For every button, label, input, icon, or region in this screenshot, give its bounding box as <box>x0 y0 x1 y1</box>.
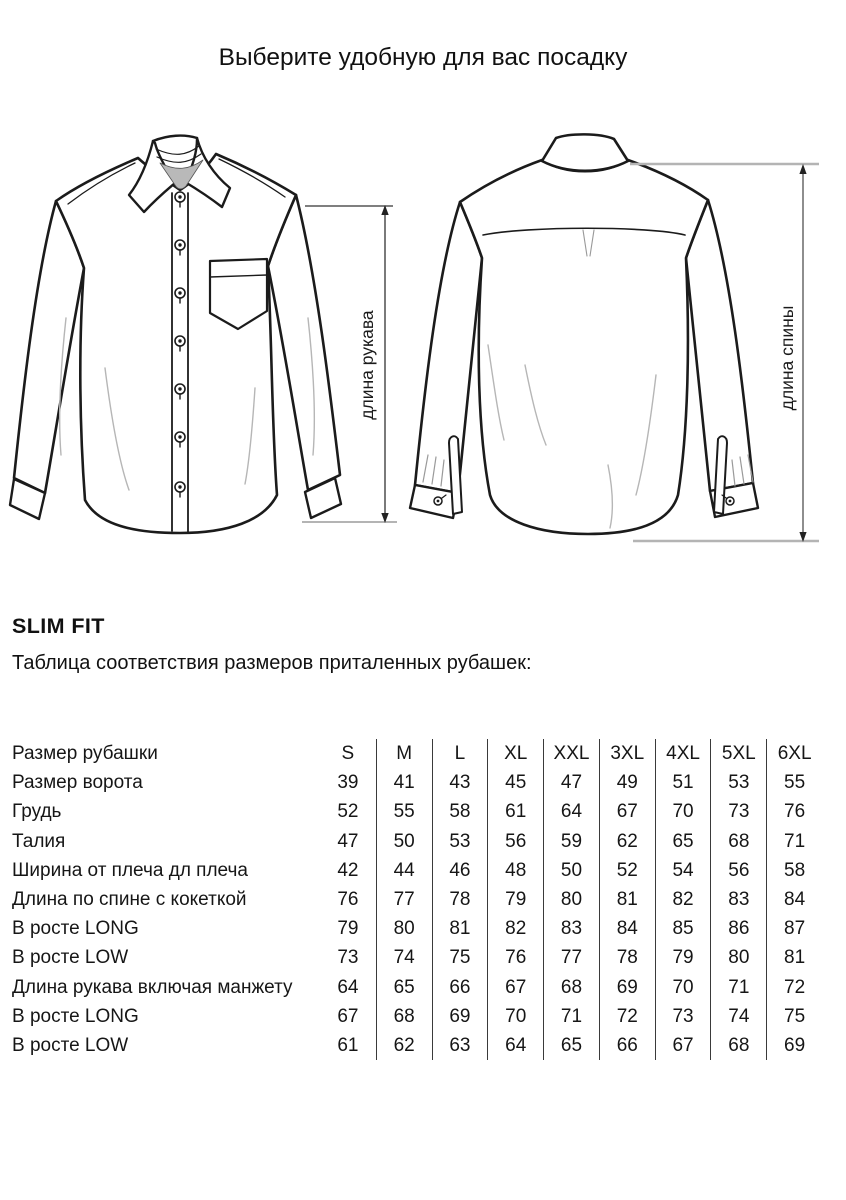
size-column-header: L <box>432 739 488 768</box>
size-value: 52 <box>599 856 655 885</box>
size-row-label: Талия <box>12 830 66 852</box>
size-table <box>12 739 822 1060</box>
size-value: 66 <box>599 1031 655 1060</box>
size-value: 49 <box>599 768 655 797</box>
size-value: 55 <box>376 797 432 826</box>
size-value: 59 <box>543 827 599 856</box>
size-row-label: Размер ворота <box>12 772 143 794</box>
sleeve-length-label: длина рукава <box>357 310 377 420</box>
size-column-header: 6XL <box>766 739 822 768</box>
size-value: 78 <box>599 943 655 972</box>
size-value: 44 <box>376 856 432 885</box>
size-value: 47 <box>337 830 359 852</box>
size-value: 79 <box>487 885 543 914</box>
size-value: 77 <box>376 885 432 914</box>
size-value: 48 <box>487 856 543 885</box>
size-value: 42 <box>337 859 359 881</box>
size-value: 79 <box>337 918 359 940</box>
size-value: 67 <box>487 973 543 1002</box>
size-value: 61 <box>337 1034 359 1056</box>
size-value: 65 <box>655 827 711 856</box>
size-value: 70 <box>487 1002 543 1031</box>
size-value: 58 <box>766 856 822 885</box>
size-value: 61 <box>487 797 543 826</box>
size-value: 82 <box>655 885 711 914</box>
size-value: 68 <box>710 1031 766 1060</box>
size-value: 80 <box>710 943 766 972</box>
page-title: Выберите удобную для вас посадку <box>218 44 628 71</box>
size-value: 58 <box>432 797 488 826</box>
size-value: 76 <box>487 943 543 972</box>
size-value: 52 <box>337 801 359 823</box>
size-value: 84 <box>766 885 822 914</box>
size-value: 53 <box>710 768 766 797</box>
size-value: 86 <box>710 914 766 943</box>
size-value: 83 <box>710 885 766 914</box>
size-value: 63 <box>432 1031 488 1060</box>
size-value: 67 <box>337 1005 359 1027</box>
size-row-label: В росте LONG <box>12 1005 139 1027</box>
size-value: 72 <box>599 1002 655 1031</box>
size-value: 73 <box>655 1002 711 1031</box>
size-value: 56 <box>487 827 543 856</box>
size-column-header: XXL <box>543 739 599 768</box>
size-row-label: Грудь <box>12 801 62 823</box>
fit-heading: SLIM FIT <box>12 614 105 638</box>
size-value: 76 <box>337 888 359 910</box>
size-value: 80 <box>376 914 432 943</box>
size-value: 77 <box>543 943 599 972</box>
size-value: 75 <box>766 1002 822 1031</box>
size-column-header: XL <box>487 739 543 768</box>
size-value: 68 <box>376 1002 432 1031</box>
size-value: 74 <box>376 943 432 972</box>
size-value: 45 <box>487 768 543 797</box>
size-value: 46 <box>432 856 488 885</box>
size-table-header-label: Размер рубашки <box>12 743 158 764</box>
size-value: 41 <box>376 768 432 797</box>
size-value: 71 <box>766 827 822 856</box>
size-row-label: Длина по спине с кокеткой <box>12 888 247 910</box>
size-value: 70 <box>655 797 711 826</box>
size-value: 64 <box>487 1031 543 1060</box>
size-row-label: В росте LONG <box>12 918 139 940</box>
size-value: 55 <box>766 768 822 797</box>
size-value: 69 <box>432 1002 488 1031</box>
back-length-label: длина спины <box>777 305 797 411</box>
size-column-header: 5XL <box>710 739 766 768</box>
size-column-header: 3XL <box>599 739 655 768</box>
size-value: 51 <box>655 768 711 797</box>
size-value: 72 <box>766 973 822 1002</box>
size-value: 54 <box>655 856 711 885</box>
size-value: 68 <box>710 827 766 856</box>
size-value: 65 <box>543 1031 599 1060</box>
size-value: 79 <box>655 943 711 972</box>
size-value: 73 <box>337 947 359 969</box>
size-value: 56 <box>710 856 766 885</box>
size-value: 71 <box>543 1002 599 1031</box>
size-row-label: В росте LOW <box>12 947 129 969</box>
size-value: 83 <box>543 914 599 943</box>
size-column-header: M <box>376 739 432 768</box>
size-value: 65 <box>376 973 432 1002</box>
size-value: 39 <box>337 772 359 794</box>
size-value: 73 <box>710 797 766 826</box>
size-value: 66 <box>432 973 488 1002</box>
size-value: 87 <box>766 914 822 943</box>
size-value: 84 <box>599 914 655 943</box>
size-value: 43 <box>432 768 488 797</box>
size-value: 85 <box>655 914 711 943</box>
size-value: 47 <box>543 768 599 797</box>
size-value: 62 <box>376 1031 432 1060</box>
size-value: 81 <box>766 943 822 972</box>
size-value: 62 <box>599 827 655 856</box>
size-value: 50 <box>543 856 599 885</box>
size-value: 74 <box>710 1002 766 1031</box>
size-value: 80 <box>543 885 599 914</box>
size-value: 68 <box>543 973 599 1002</box>
size-row-label: Длина рукава включая манжету <box>12 976 293 998</box>
size-value: 82 <box>487 914 543 943</box>
size-value: 69 <box>599 973 655 1002</box>
size-value: 81 <box>599 885 655 914</box>
size-row-label: В росте LOW <box>12 1034 129 1056</box>
size-value: 81 <box>432 914 488 943</box>
size-value: 75 <box>432 943 488 972</box>
size-value: 50 <box>376 827 432 856</box>
size-value: 76 <box>766 797 822 826</box>
size-value: 71 <box>710 973 766 1002</box>
size-column-header: 4XL <box>655 739 711 768</box>
size-value: 67 <box>655 1031 711 1060</box>
size-value: 64 <box>337 976 359 998</box>
size-value: 69 <box>766 1031 822 1060</box>
size-value: 70 <box>655 973 711 1002</box>
size-value: 67 <box>599 797 655 826</box>
size-column-header: S <box>341 743 355 764</box>
size-value: 78 <box>432 885 488 914</box>
size-value: 53 <box>432 827 488 856</box>
fit-subtitle: Таблица соответствия размеров приталенных рубашек: <box>12 652 532 674</box>
size-row-label: Ширина от плеча дл плеча <box>12 859 248 881</box>
size-value: 64 <box>543 797 599 826</box>
